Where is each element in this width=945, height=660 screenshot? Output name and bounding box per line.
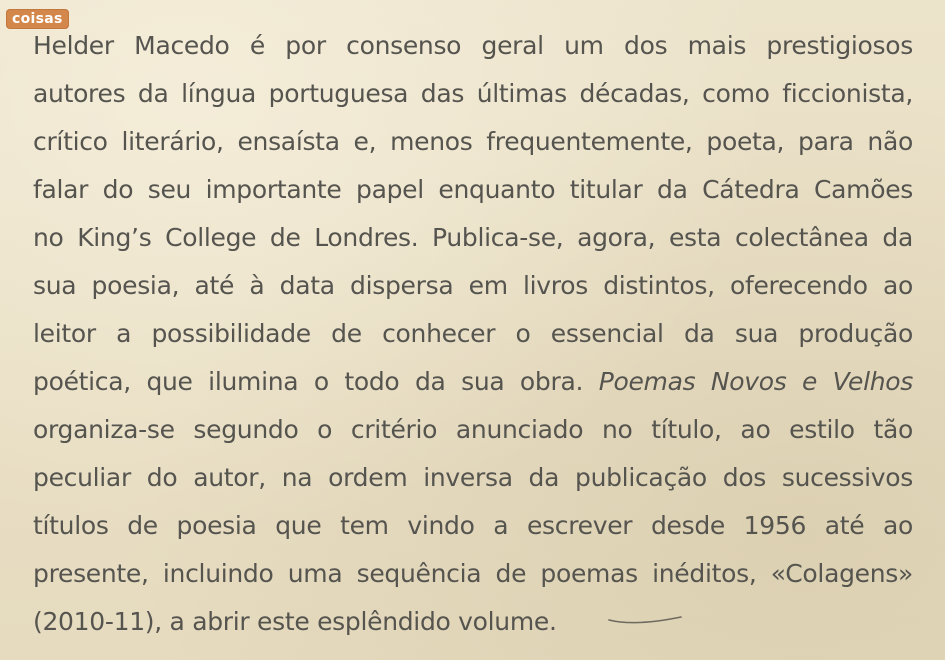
text-line: autores da língua portuguesa das últimas décadas, como ficcionista, — [33, 79, 913, 108]
text-line: crítico literário, ensaísta e, menos frequentemente, poeta, para não — [33, 127, 913, 156]
end-mark-icon — [607, 612, 683, 626]
text-line: no King’s College de Londres. Publica-se, agora, esta colectânea da — [33, 223, 913, 252]
text-line: Helder Macedo é por consenso geral um dos mais prestigiosos — [33, 31, 913, 60]
text-line: peculiar do autor, na ordem inversa da publicação dos sucessivos — [33, 463, 913, 492]
text-line: leitor a possibilidade de conhecer o essencial da sua produção — [33, 319, 913, 348]
text-line: organiza-se segundo o critério anunciado no título, ao estilo tão — [33, 415, 913, 444]
text-line: falar do seu importante papel enquanto titular da Cátedra Camões — [33, 175, 913, 204]
article-body — [33, 22, 913, 646]
text-line: presente, incluindo uma sequência de poemas inéditos, «Colagens» — [33, 559, 913, 588]
text-line: (2010-11), a abrir este esplêndido volume. — [33, 607, 557, 636]
text-line: títulos de poesia que tem vindo a escrever desde 1956 até ao — [33, 511, 913, 540]
text-line: sua poesia, até à data dispersa em livros distintos, oferecendo ao — [33, 271, 913, 300]
book-title: Poemas Novos e Velhos — [598, 367, 913, 396]
coisas-logo: coisas — [6, 9, 69, 29]
text-line: poética, que ilumina o todo da sua obra. Poemas Novos e Velhos — [33, 367, 913, 396]
